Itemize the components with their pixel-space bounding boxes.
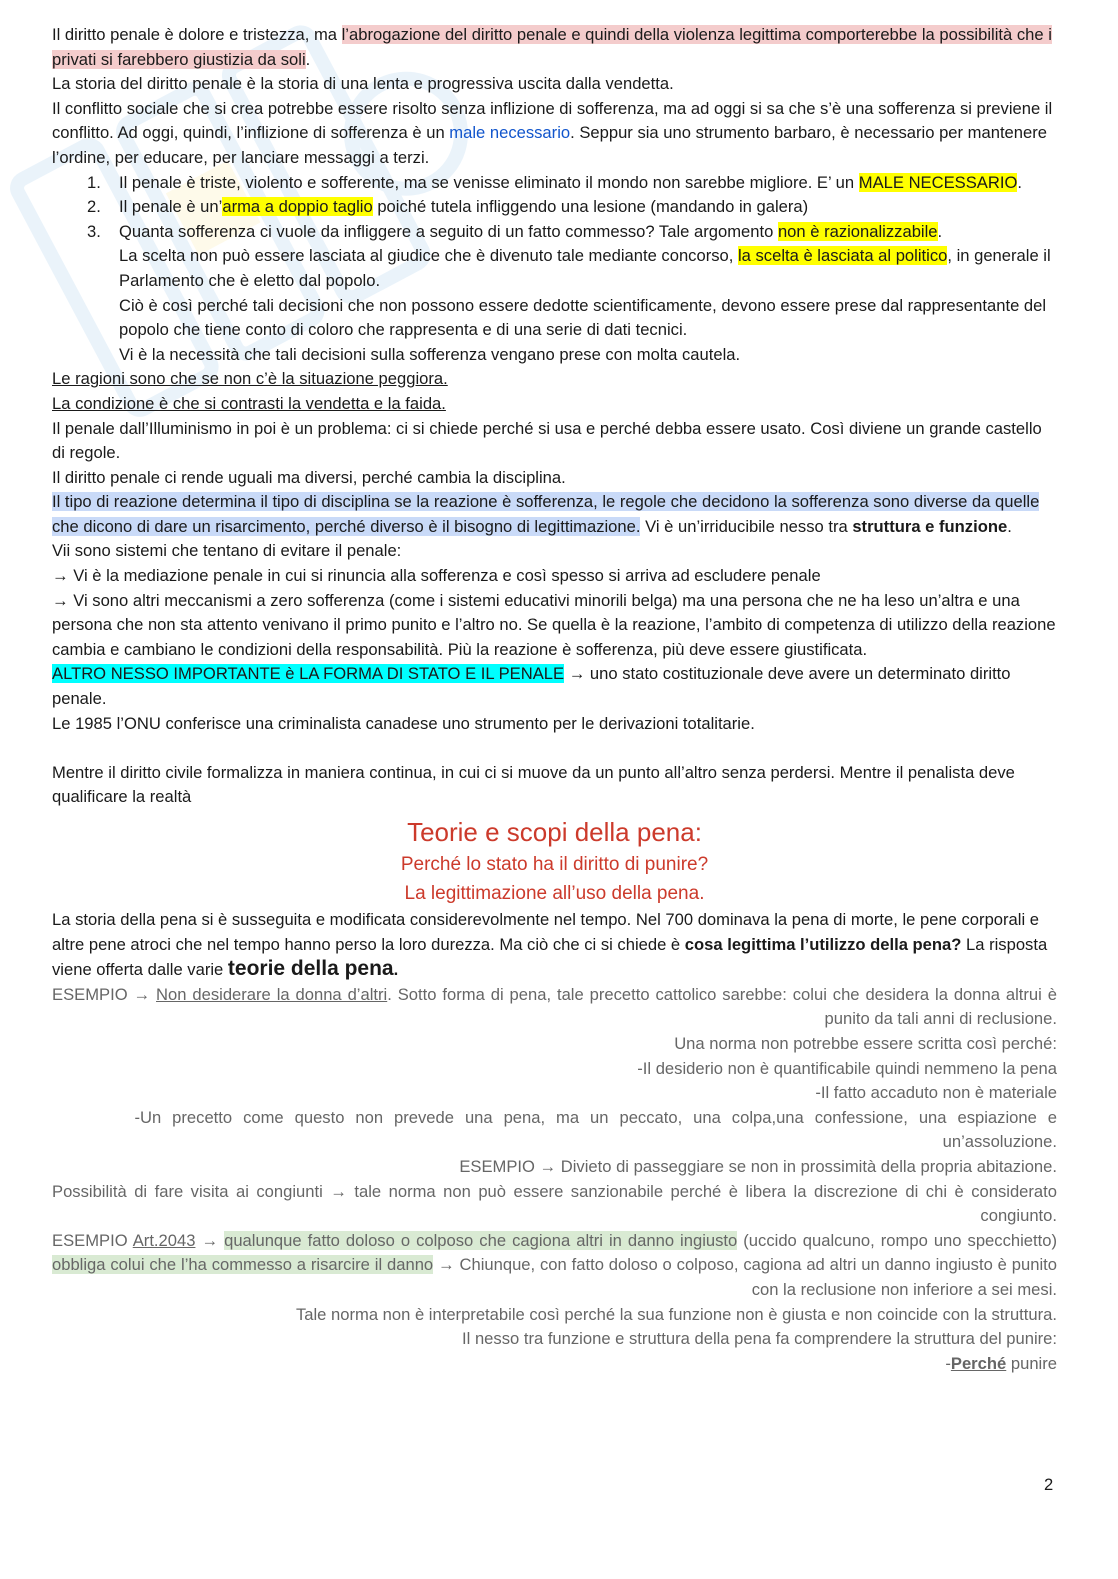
- paragraph: → Vi è la mediazione penale in cui si rinuncia alla sofferenza e così spesso si arriva ad escludere penale: [52, 566, 821, 586]
- indented-paragraph: Ciò è così perché tali decisioni che non possono essere dedotte scientificamente, devono essere prese dal rappresentante del popolo che tiene conto di coloro che rappresenta e di una serie di dati tecnici.: [119, 295, 1047, 340]
- indented-paragraph: Vi è la necessità che tali decisioni sulla sofferenza vengano prese con molta cautela.: [119, 344, 741, 364]
- paragraph: Vii sono sistemi che tentano di evitare il penale:: [52, 541, 402, 561]
- paragraph: Il penale dall’Illuminismo in poi è un problema: ci si chiede perché si usa e perché debba essere usato. Così diviene un grande castello di regole.: [52, 418, 1042, 463]
- highlight-red: l’abrogazione del diritto penale e quindi della violenza legittima comporterebbe la possibilità che i privati si farebbero giustizia da soli: [52, 25, 1052, 69]
- section-subtitle: La legittimazione all’uso della pena.: [404, 883, 705, 904]
- document-body: [52, 23, 1057, 1376]
- paragraph: Le 1985 l’ONU conferisce una criminalista canadese uno strumento per le derivazioni totalitarie.: [52, 713, 755, 733]
- dash-item: -Il desiderio non è quantificabile quindi nemmeno la pena: [637, 1058, 1057, 1078]
- example-paragraph: ESEMPIO → Non desiderare la donna d’altri. Sotto forma di pena, tale precetto cattolico sarebbe: colui che desidera la donna altrui è punito da tali anni di reclusione.: [52, 984, 1057, 1029]
- highlight-yellow: la scelta è lasciata al politico: [737, 246, 948, 266]
- paragraph: ALTRO NESSO IMPORTANTE è LA FORMA DI STATO E IL PENALE → uno stato costituzionale deve avere un determinato diritto penale.: [52, 664, 1011, 709]
- list-item: 3. Quanta sofferenza ci vuole da infliggere a seguito di un fatto commesso? Tale argomento non è razionalizzabile.: [87, 221, 943, 241]
- example-paragraph: ESEMPIO → Divieto di passeggiare se non in prossimità della propria abitazione.: [459, 1156, 1057, 1176]
- paragraph: → Vi sono altri meccanismi a zero sofferenza (come i sistemi educativi minorili belga) ma una persona che ne ha leso un’altra e una persona che non sta attento venivano il primo punito e l’altro no. Se quella è la reazione, l’ambito di competenza di utilizzo della reazione cambia e cambiano le condizioni della responsabilità. Più la reazione è sofferenza, più deve essere giustificata.: [52, 590, 1056, 659]
- dash-item: -Il fatto accaduto non è materiale: [815, 1083, 1057, 1103]
- example-paragraph: Il nesso tra funzione e struttura della pena fa comprendere la struttura del punire:: [462, 1329, 1057, 1349]
- paragraph: Il conflitto sociale che si crea potrebbe essere risolto senza inflizione di sofferenza, ma ad oggi si sa che s’è una sofferenza si previene il conflitto. Ad oggi, quindi, l’inflizione di sofferenza è un male necessario. Seppur sia uno strumento barbaro, è necessario per mantenere l’ordine, per educare, per lanciare messaggi a terzi.: [52, 98, 1053, 167]
- list-item: 1. Il penale è triste, violento e sofferente, ma se venisse eliminato il mondo non sarebbe migliore. E’ un MALE NECESSARIO.: [87, 172, 1022, 192]
- paragraph: Il diritto penale ci rende uguali ma diversi, perché cambia la disciplina.: [52, 467, 566, 487]
- highlight-yellow: MALE NECESSARIO: [858, 172, 1018, 192]
- highlight-yellow: non è razionalizzabile: [777, 221, 938, 241]
- dash-item: -Perché punire: [945, 1353, 1057, 1373]
- paragraph: Il diritto penale è dolore e tristezza, ma l’abrogazione del diritto penale e quindi della violenza legittima comporterebbe la possibilità che i privati si farebbero giustizia da soli.: [52, 25, 1052, 69]
- example-paragraph: ESEMPIO Art.2043 → qualunque fatto doloso o colposo che cagiona altri in danno ingiusto (uccido qualcuno, rompo uno specchietto) obbliga colui che l’ha commesso a risarcire il danno → Chiunque, con fatto doloso o colposo, cagiona ad altri un danno ingiusto è punito con la reclusione non inferiore a sei mesi.: [52, 1230, 1057, 1299]
- example-paragraph: Una norma non potrebbe essere scritta così perché:: [674, 1033, 1057, 1053]
- list-item: 2. Il penale è un’arma a doppio taglio poiché tutela infliggendo una lesione (mandando in galera): [87, 197, 809, 217]
- indented-paragraph: La scelta non può essere lasciata al giudice che è divenuto tale mediante concorso, la scelta è lasciata al politico, in generale il Parlamento che è eletto dal popolo.: [119, 246, 1051, 290]
- section-subtitle: Perché lo stato ha il diritto di punire?: [400, 854, 709, 875]
- paragraph: Mentre il diritto civile formalizza in maniera continua, in cui ci si muove da un punto all’altro senza perdersi. Mentre il penalista deve qualificare la realtà: [52, 762, 1015, 807]
- example-paragraph: Possibilità di fare visita ai congiunti → tale norma non può essere sanzionabile perché è libera la discrezione di chi è considerato congiunto.: [52, 1181, 1057, 1226]
- blue-text: male necessario: [449, 123, 571, 143]
- highlight-green: qualunque fatto doloso o colposo che cagiona altri in danno ingiusto: [224, 1230, 738, 1250]
- highlight-cyan: ALTRO NESSO IMPORTANTE è LA FORMA DI STATO E IL PENALE: [52, 664, 565, 684]
- highlight-green: obbliga colui che l’ha commesso a risarcire il danno: [52, 1255, 434, 1275]
- dash-item: -Un precetto come questo non prevede una pena, ma un peccato, una colpa,una confessione, una espiazione e un’assoluzione.: [134, 1107, 1057, 1152]
- paragraph: La storia del diritto penale è la storia di una lenta e progressiva uscita dalla vendetta.: [52, 74, 674, 94]
- underlined-line: Le ragioni sono che se non c’è la situazione peggiora.: [52, 369, 448, 389]
- highlight-blue: Il tipo di reazione determina il tipo di disciplina se la reazione è sofferenza, le regole che decidono la sofferenza sono diverse da quelle che dicono di dare un risarcimento, perché diverso è il bisogno di legittimazione.: [52, 492, 1040, 536]
- numbered-list: [52, 171, 1057, 245]
- page-number: 2: [1044, 1475, 1054, 1494]
- example-paragraph: Tale norma non è interpretabile così perché la sua funzione non è giusta e non coincide con la struttura.: [295, 1304, 1057, 1324]
- paragraph: La storia della pena si è susseguita e modificata considerevolmente nel tempo. Nel 700 dominava la pena di morte, le pene corporali e altre pene atroci che nel tempo hanno perso la loro durezza. Ma ciò che ci si chiede è cosa legittima l’utilizzo della pena? La risposta viene offerta dalle varie teorie della pena.: [52, 910, 1048, 981]
- section-title: Teorie e scopi della pena:: [407, 817, 702, 847]
- highlight-yellow: arma a doppio taglio: [222, 197, 373, 217]
- paragraph: Il tipo di reazione determina il tipo di disciplina se la reazione è sofferenza, le regole che decidono la sofferenza sono diverse da quelle che dicono di dare un risarcimento, perché diverso è il bisogno di legittimazione. Vi è un’irriducibile nesso tra struttura e funzione.: [52, 492, 1040, 536]
- underlined-line: La condizione è che si contrasti la vendetta e la faida.: [52, 393, 446, 413]
